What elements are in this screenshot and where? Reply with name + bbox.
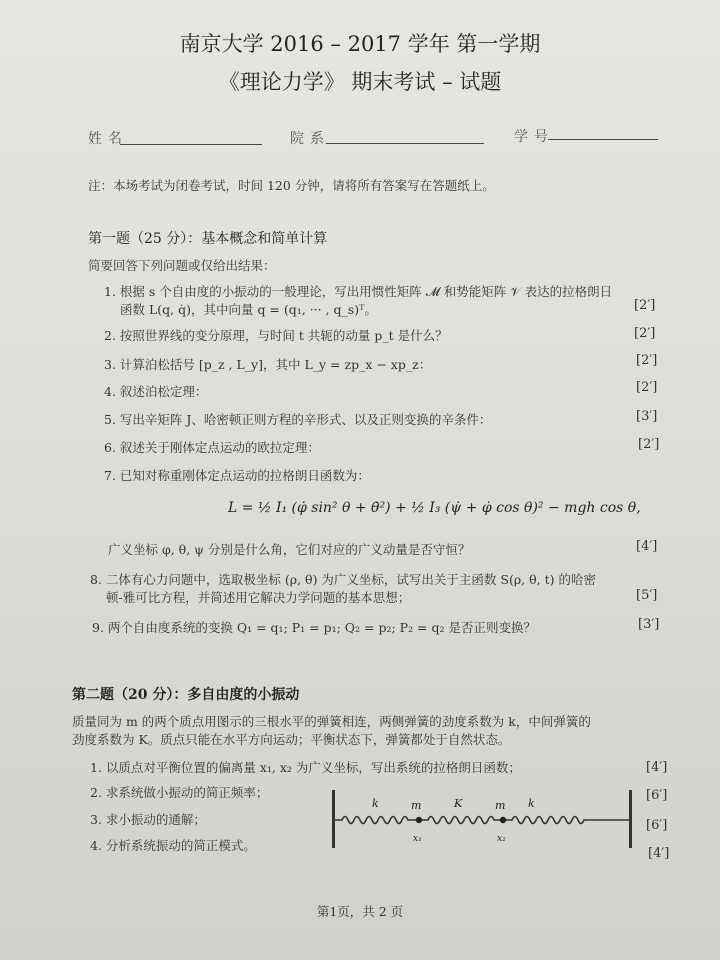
s1-q2-points: [2′]	[634, 326, 656, 341]
label-m-right: m	[495, 799, 506, 812]
s1-q9-points: [3′]	[638, 617, 660, 632]
s2-q4-points: [4′]	[648, 846, 670, 861]
exam-title-line2: 《理论力学》 期末考试 – 试题	[218, 70, 502, 94]
left-wall	[332, 790, 335, 848]
spring-mass-diagram	[332, 788, 632, 852]
s1-q9: 9. 两个自由度系统的变换 Q₁ = q₁; P₁ = p₁; Q₂ = p₂; P₂ = q₂ 是否正则变换？	[92, 620, 536, 635]
s1-q7: 7. 已知对称重刚体定点运动的拉格朗日函数为：	[104, 468, 370, 483]
exam-title-line1: 南京大学 2016 – 2017 学年 第一学期	[179, 32, 541, 56]
s2-q2-points: [6′]	[646, 788, 668, 803]
section2-intro-line2: 劲度系数为 K。质点只能在水平方向运动；平衡状态下，弹簧都处于自然状态。	[72, 732, 511, 747]
s1-q4: 4. 叙述泊松定理：	[104, 384, 208, 399]
student-id-label: 学号	[514, 129, 554, 145]
mass-left	[416, 817, 422, 823]
s1-q4-points: [2′]	[636, 380, 658, 395]
s1-q1-line1: 1. 根据 s 个自由度的小振动的一般理论，写出用惯性矩阵 𝓜 和势能矩阵 𝒱 表达的拉格朗日	[104, 284, 613, 299]
s1-q1-line2: 函数 L(q, q̇)，其中向量 q = (q₁, ··· , q_s)ᵀ。	[120, 302, 377, 317]
s1-q7-followup: 广义坐标 φ, θ, ψ 分别是什么角，它们对应的广义动量是否守恒？	[108, 542, 471, 557]
s2-q3: 3. 求小振动的通解；	[90, 812, 206, 827]
s2-q1-points: [4′]	[646, 760, 668, 775]
s1-q6: 6. 叙述关于刚体定点运动的欧拉定理：	[104, 440, 320, 455]
s1-q3: 3. 计算泊松括号 [p_z , L_y]，其中 L_y = zp_x − xp_z：	[104, 357, 432, 372]
page-footer: 第1页，共 2 页	[316, 904, 404, 919]
s2-q1: 1. 以质点对平衡位置的偏离量 x₁, x₂ 为广义坐标，写出系统的拉格朗日函数；	[90, 760, 521, 775]
department-field-line	[326, 142, 484, 144]
s1-q8-points: [5′]	[636, 588, 658, 603]
s2-q2: 2. 求系统做小振动的简正频率；	[90, 785, 269, 800]
s1-q2: 2. 按照世界线的变分原理，与时间 t 共轭的动量 p_t 是什么？	[104, 328, 448, 343]
section2-intro-line1: 质量同为 m 的两个质点用图示的三根水平的弹簧相连，两侧弹簧的劲度系数为 k，中间弹簧的	[72, 714, 591, 729]
s1-q6-points: [2′]	[638, 437, 660, 452]
right-wall	[629, 790, 632, 848]
s2-q4: 4. 分析系统振动的简正模式。	[90, 838, 256, 853]
exam-note: 注：本场考试为闭卷考试，时间 120 分钟，请将所有答案写在答题纸上。	[88, 178, 495, 193]
label-x1: x₁	[413, 834, 422, 844]
section2-heading: 第二题（20 分）：多自由度的小振动	[72, 687, 300, 703]
s1-q8-line2: 顿-雅可比方程，并简述用它解决力学问题的基本思想；	[106, 590, 411, 605]
mass-right	[500, 817, 506, 823]
s1-q1-points: [2′]	[634, 298, 656, 313]
s1-q3-points: [2′]	[636, 353, 658, 368]
middle-spring	[422, 817, 500, 824]
label-m-left: m	[411, 799, 422, 812]
department-label: 院系	[290, 131, 330, 147]
s1-q7-points: [4′]	[636, 539, 658, 554]
s1-q5: 5. 写出辛矩阵 J、哈密顿正则方程的辛形式、以及正则变换的辛条件：	[104, 412, 492, 427]
left-spring	[335, 817, 416, 824]
section1-heading: 第一题（25 分）：基本概念和简单计算	[88, 231, 328, 247]
label-K-middle: K	[454, 797, 463, 810]
right-spring	[506, 817, 629, 824]
s1-q8-line1: 8. 二体有心力问题中，选取极坐标 (ρ, θ) 为广义坐标，试写出关于主函数 S(ρ, θ, t) 的哈密	[90, 572, 596, 587]
name-label: 姓名	[88, 131, 128, 147]
label-k-right: k	[528, 797, 535, 810]
label-k-left: k	[372, 797, 379, 810]
student-id-field-line	[548, 138, 658, 140]
name-field-line	[120, 143, 262, 145]
s2-q3-points: [6′]	[646, 818, 668, 833]
s1-q5-points: [3′]	[636, 409, 658, 424]
label-x2: x₂	[497, 834, 506, 844]
s1-q7-formula: L = ½ I₁ (φ̇ sin² θ + θ̇²) + ½ I₃ (ψ̇ + φ̇ cos θ)² − mgh cos θ,	[228, 500, 641, 516]
section1-intro: 简要回答下列问题或仅给出结果：	[88, 258, 276, 273]
